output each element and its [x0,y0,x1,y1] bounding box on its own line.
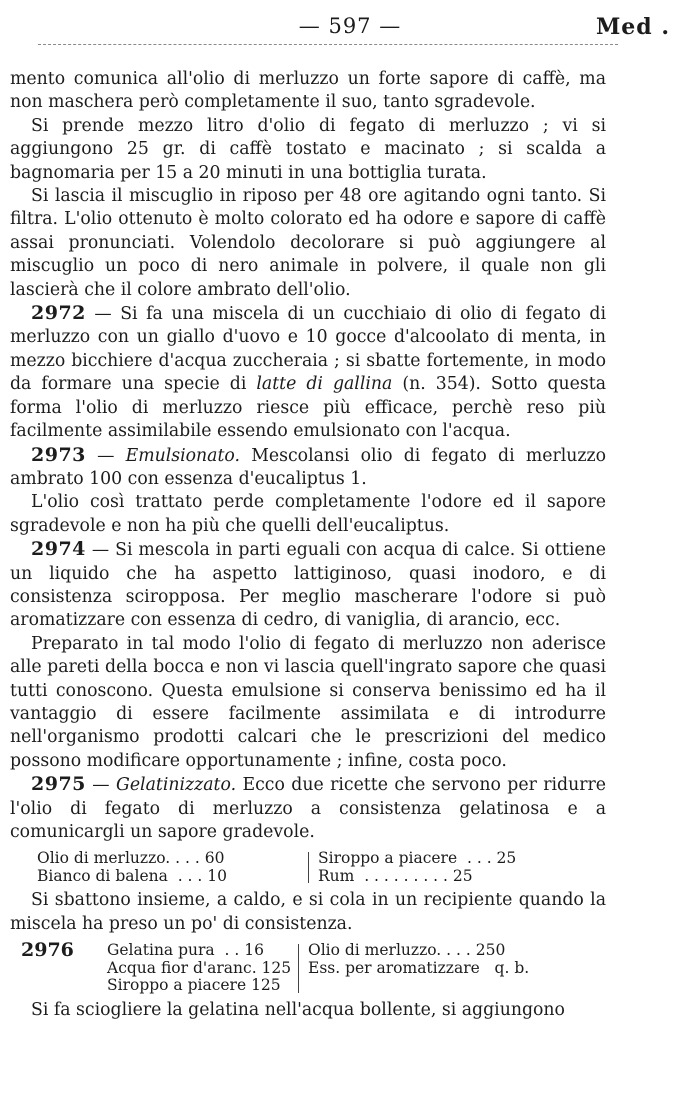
recipe-text: — Si fa una miscela di un cucchiaio di olio di fegato di merluzzo con un giallo d'uovo e 10 gocce d'alcoolato di menta, in mezzo bicchiere d'acqua zuccheraia ; si sbatte fortemente, in modo da formare una specie di [10,304,606,395]
recipe-paragraph-2975 [10,773,606,844]
recipe-text: (n. 354). Sotto questa forma l'olio di merluzzo riesce più efficace, perchè reso più facilmente assimilabile essendo emulsionato con l'acqua. [10,374,607,442]
paragraph: Si lascia il miscuglio in riposo per 48 ore agitando ogni tanto. Si filtra. L'olio ottenuto è molto colorato ed ha odore e sapore di caffè assai pronunciati. Volendolo decolorare si può aggiungere al miscuglio un poco di nero animale in polvere, il quale non gli lascierà che il colore ambrato dell'olio. [10,186,606,300]
recipe-title: Gelatinizzato. [116,775,237,796]
ingredient-column-left: Olio di merluzzo. . . . 60 Bianco di balena . . . 10 [37,849,227,885]
recipe-text: Ecco due ricette che servono per ridurre l'olio di fegato di merluzzo a consistenza gelatinosa e a comunicargli un sapore gradevole. [10,775,606,842]
recipe-paragraph-2974 [10,538,606,633]
recipe-text: Mescolansi olio di fegato di merluzzo ambrato 100 con essenza d'eucaliptus 1. [10,445,606,489]
ingredient-column-right: Olio di merluzzo. . . . 250 Ess. per aromatizzare q. b. [308,941,530,977]
recipe-italic-term: latte di gallina [256,374,393,395]
recipe-paragraph-2972 [10,302,606,443]
recipe-number: 2973 [31,443,86,466]
header-rule [38,44,618,45]
recipe-number: 2976 [21,939,74,962]
paragraph: Si sbattono insieme, a caldo, e si cola in un recipiente quando la miscela ha preso un po' di consistenza. [10,890,606,934]
ingredient-table-2975 [10,850,606,885]
recipe-text: — Si mescola in parti eguali con acqua di calce. Si ottiene un liquido che ha aspetto lattiginoso, quasi inodoro, e di consistenza sciropposa. Per meglio mascherare l'odore si può aromatizzare con essenza di cedro, di vaniglia, di arancio, ecc. [10,540,606,631]
column-divider [298,944,299,993]
recipe-number: 2974 [31,538,86,561]
page-number: — 597 — [298,14,402,38]
ingredient-column-left: Gelatina pura . . 16 Acqua fior d'aranc. 125 Siroppo a piacere 125 [107,941,292,995]
recipe-number: 2975 [31,773,86,796]
page-header [10,14,690,44]
recipe-dash: — [85,445,126,466]
paragraph-continuation: mento comunica all'olio di merluzzo un forte sapore di caffè, ma non maschera però completamente il suo, tanto sgradevole. [10,69,606,113]
recipe-number: 2972 [31,302,86,325]
ingredient-table-2976 [10,939,606,995]
body-text [10,68,606,1022]
paragraph: Si prende mezzo litro d'olio di fegato di merluzzo ; vi si aggiungono 25 gr. di caffè tostato e macinato ; si scalda a bagnomaria per 15 a 20 minuti in una bottiglia turata. [10,115,606,183]
column-divider [308,852,309,883]
recipe-number-2976 [10,939,101,995]
recipe-title: Emulsionato. [125,445,241,466]
recipe-paragraph-2973 [10,444,606,492]
paragraph: Si fa sciogliere la gelatina nell'acqua bollente, si aggiungono [31,999,565,1020]
paragraph: L'olio così trattato perde completamente l'odore ed il sapore sgradevole e non ha più che quelli dell'eucaliptus. [10,492,606,536]
running-head: Med . [595,14,670,40]
ingredient-column-right: Siroppo a piacere . . . 25 Rum . . . . . . . . . 25 [318,849,517,885]
recipe-dash: — [85,775,117,796]
paragraph: Preparato in tal modo l'olio di fegato di merluzzo non aderisce alle pareti della bocca e non vi lascia quell'ingrato sapore che quasi tutti conoscono. Questa emulsione si conserva benissimo ed ha il vantaggio di essere facilmente assimilata e di introdurre nell'organismo prodotti calcari che le prescrizioni del medico possono modificare opportunamente ; infine, costa poco. [10,633,606,771]
